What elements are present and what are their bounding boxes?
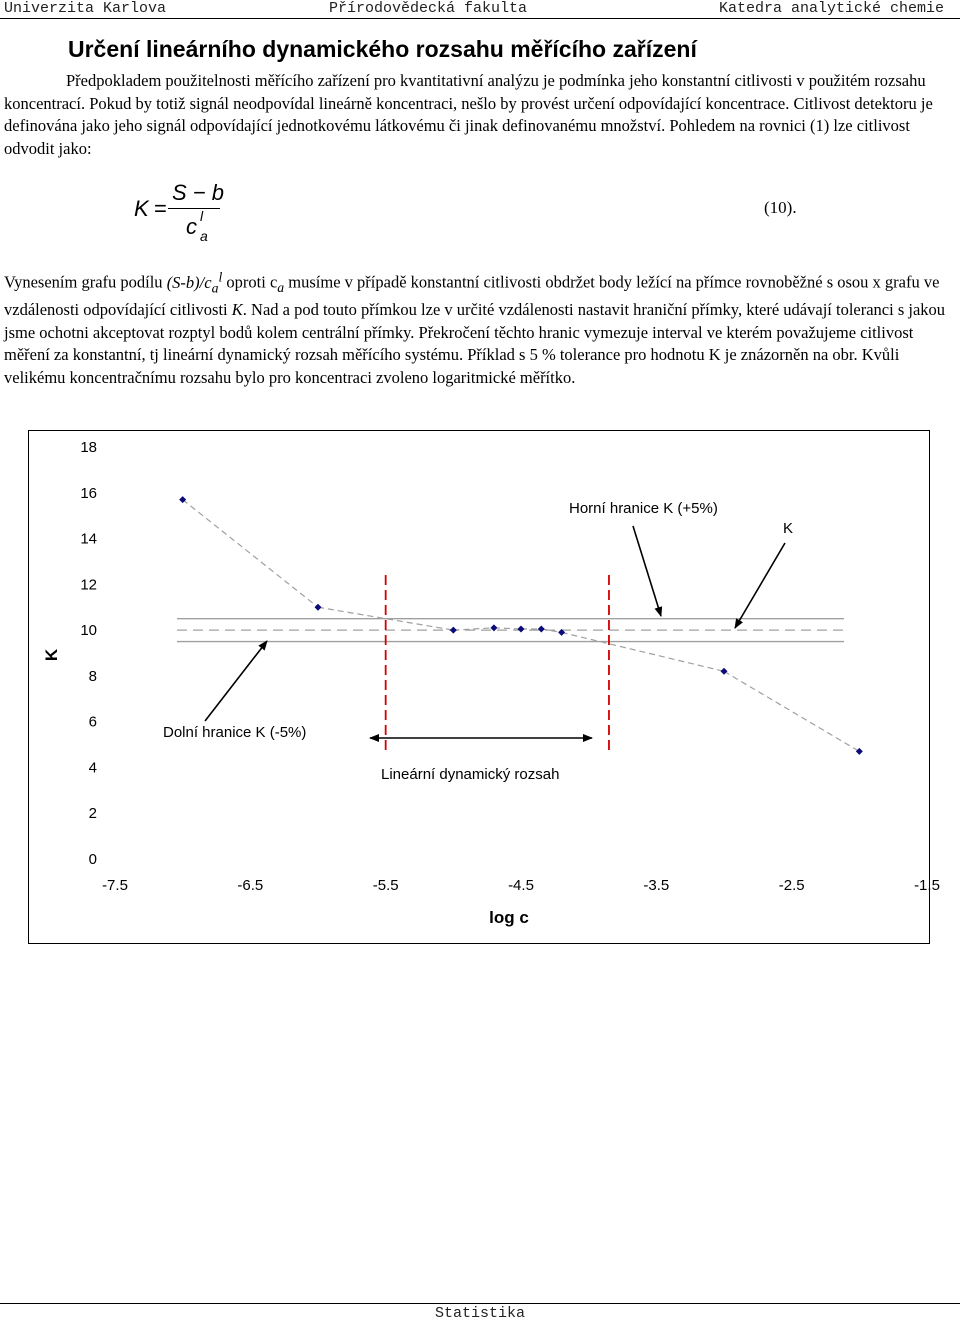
- data-point: [518, 625, 525, 632]
- annotation-k-line: K: [783, 520, 794, 537]
- x-axis-label: log c: [489, 908, 529, 927]
- header-university: Univerzita Karlova: [4, 0, 167, 17]
- data-point: [450, 627, 457, 634]
- text-run: Vynesením grafu podílu: [4, 272, 167, 292]
- data-point: [538, 625, 545, 632]
- formula-denominator-sup: l: [200, 208, 204, 224]
- figure-frame: [28, 430, 940, 944]
- equation-number: (10).: [764, 198, 797, 217]
- ratio-superscript: l: [218, 269, 223, 284]
- data-connector-line: [562, 632, 724, 671]
- section-title: Určení lineárního dynamického rozsahu měřícího zařízení: [68, 36, 697, 62]
- fraction-line: [168, 208, 220, 209]
- y-tick-label: 2: [88, 805, 97, 823]
- x-tick-label: -5.5: [372, 877, 399, 894]
- data-connector-line: [183, 500, 318, 608]
- ratio-text: (S-b)/c: [166, 272, 212, 292]
- x-tick-label: -2.5: [778, 877, 805, 894]
- ratio-subscript: a: [211, 279, 219, 295]
- footer-label: Statistika: [434, 1305, 525, 1322]
- x-tick-label: -4.5: [508, 877, 534, 894]
- formula-equals: =: [154, 196, 167, 221]
- data-point: [856, 748, 863, 755]
- x-tick-label: -7.5: [102, 877, 128, 894]
- formula-denominator-sub: a: [200, 228, 208, 244]
- arrow-lower-limit: [205, 641, 267, 721]
- page-header: [0, 0, 960, 19]
- paragraph-method: [4, 266, 954, 389]
- y-tick-label: 0: [88, 851, 97, 868]
- y-tick-label: 14: [80, 530, 97, 548]
- y-tick-label: 4: [88, 759, 97, 777]
- y-tick-label: 12: [80, 576, 97, 594]
- text-run: . Nad a pod touto přímkou lze v určité vzdálenosti nastavit hraniční přímky, které udávají toleranci s jakou jsme ochotni akceptovat rozptyl bodů kolem centrální přímky. Překročení těchto hranic vymezuje interval ve kterém považujeme citlivost měření za konstantní, tj lineární dynamický rozsah měřícího systému. Příklad s 5 % tolerance pro hodnotu K je znázorněn na obr. Kvůli velikému koncentračnímu rozsahu bylo pro koncentraci zvoleno logaritmické měřítko.: [4, 300, 946, 387]
- text-run: musíme v případě konstantní citlivosti obdržet body ležící na přímce rovnoběžné s osou x grafu ve vzdálenosti odpovídající citlivosti: [4, 272, 940, 320]
- x-tick-label: -1.5: [914, 877, 940, 894]
- data-connector-line: [494, 628, 521, 629]
- arrow-k-line: [735, 543, 785, 628]
- sensitivity-chart: [29, 431, 940, 942]
- formula-numerator: S − b: [172, 180, 224, 205]
- y-tick-label: 10: [80, 622, 97, 640]
- annotation-upper-limit: Horní hranice K (+5%): [569, 500, 718, 517]
- page-footer: [0, 1303, 960, 1321]
- x-tick-label: -3.5: [643, 877, 670, 894]
- y-tick-label: 8: [88, 667, 97, 685]
- formula-denominator: c: [186, 214, 197, 239]
- annotation-lower-limit: Dolní hranice K (-5%): [163, 724, 307, 741]
- text-run: oproti c: [222, 272, 278, 292]
- y-tick-label: 18: [80, 439, 97, 456]
- data-connector-line: [724, 671, 859, 751]
- data-point: [490, 624, 497, 631]
- k-italic: K: [231, 300, 243, 320]
- y-tick-label: 6: [88, 713, 97, 731]
- annotation-linear-range: Lineární dynamický rozsah: [381, 766, 560, 783]
- header-faculty: Přírodovědecká fakulta: [329, 0, 528, 17]
- sensitivity-formula: [130, 178, 250, 248]
- y-tick-label: 16: [80, 484, 97, 502]
- formula-lhs: K: [134, 196, 149, 221]
- data-point: [315, 604, 322, 611]
- x-tick-label: -6.5: [237, 877, 264, 894]
- c-subscript: a: [277, 279, 285, 295]
- header-department: Katedra analytické chemie: [718, 0, 944, 17]
- data-point: [721, 668, 728, 675]
- paragraph-intro: Předpokladem použitelnosti měřícího zařízení pro kvantitativní analýzu je podmínka jeho konstantní citlivosti v použitém rozsahu koncentrací. Pokud by totiž signál neodpovídal lineárně koncentraci, nešlo by provést určení odpovídající koncentrace. Citlivost detektoru je definována jako jeho signál odpovídající jednotkovému látkovému či jinak definovanému množství. Pohledem na rovnici (1) lze citlivost odvodit jako:: [4, 71, 933, 158]
- y-axis-label: K: [42, 648, 61, 662]
- arrow-upper-limit: [633, 526, 661, 616]
